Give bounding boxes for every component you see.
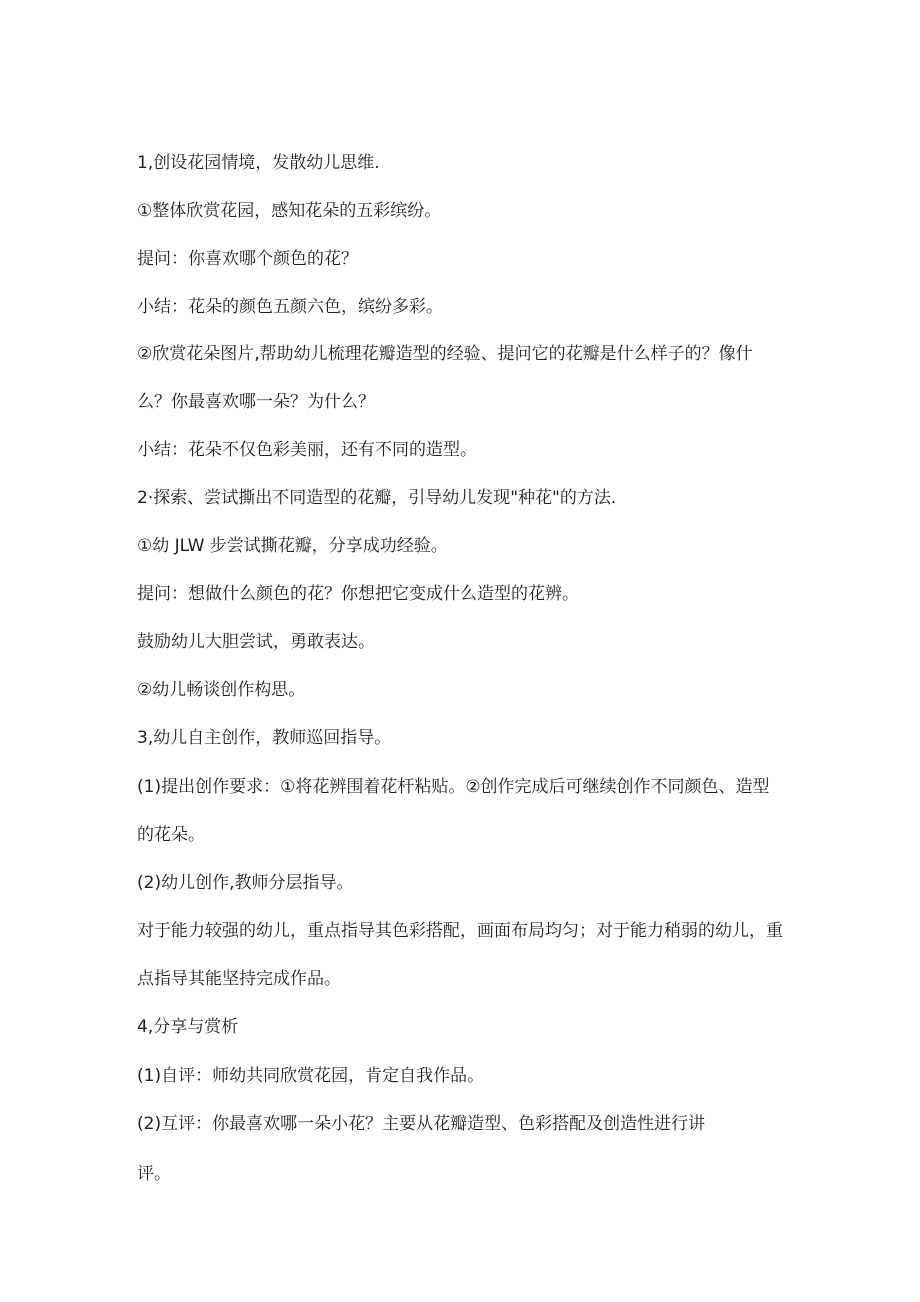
text-line: (1)自评：师幼共同欣赏花园，肯定自我作品。 <box>137 1066 485 1086</box>
text-line: ②幼儿畅谈创作构思。 <box>137 680 306 700</box>
text-line: (2)互评：你最喜欢哪一朵小花？主要从花瓣造型、色彩搭配及创造性进行讲 <box>137 1114 706 1134</box>
text-line: 2·探索、尝试撕出不同造型的花瓣，引导幼儿发现"种花"的方法. <box>137 488 617 508</box>
text-line: 提问：想做什么颜色的花？你想把它变成什么造型的花辨。 <box>137 584 579 604</box>
text-line: ①整体欣赏花园，感知花朵的五彩缤纷。 <box>137 201 442 221</box>
text-line: 对于能力较强的幼儿，重点指导其色彩搭配，画面布局均匀；对于能力稍弱的幼儿，重 <box>137 921 783 941</box>
text-line: 小结：花朵的颜色五颜六色，缤纷多彩。 <box>137 297 443 317</box>
text-line: ①幼 JLW 步尝试撕花瓣，分享成功经验。 <box>137 536 448 556</box>
text-line: 评。 <box>137 1164 171 1184</box>
text-line: 小结：花朵不仅色彩美丽，还有不同的造型。 <box>137 440 477 460</box>
text-line: 鼓励幼儿大胆尝试，勇敢表达。 <box>137 632 375 652</box>
text-line: 3,幼儿自主创作，教师巡回指导。 <box>137 728 392 748</box>
text-line: 么？你最喜欢哪一朵？为什么？ <box>137 392 375 412</box>
text-line: 点指导其能坚持完成作品。 <box>137 969 341 989</box>
text-line: (1)提出创作要求：①将花辨围着花杆粘贴。②创作完成后可继续创作不同颜色、造型 <box>137 777 770 797</box>
text-line: 4,分享与赏析 <box>137 1017 239 1037</box>
text-line: 提问：你喜欢哪个颜色的花？ <box>137 249 358 269</box>
text-line: (2)幼儿创作,教师分层指导。 <box>137 873 354 893</box>
text-line: ②欣赏花朵图片,帮助幼儿梳理花瓣造型的经验、提问它的花瓣是什么样子的？像什 <box>137 344 753 364</box>
text-line: 的花朵。 <box>137 825 205 845</box>
text-line: 1,创设花园情境，发散幼儿思维. <box>137 153 380 173</box>
